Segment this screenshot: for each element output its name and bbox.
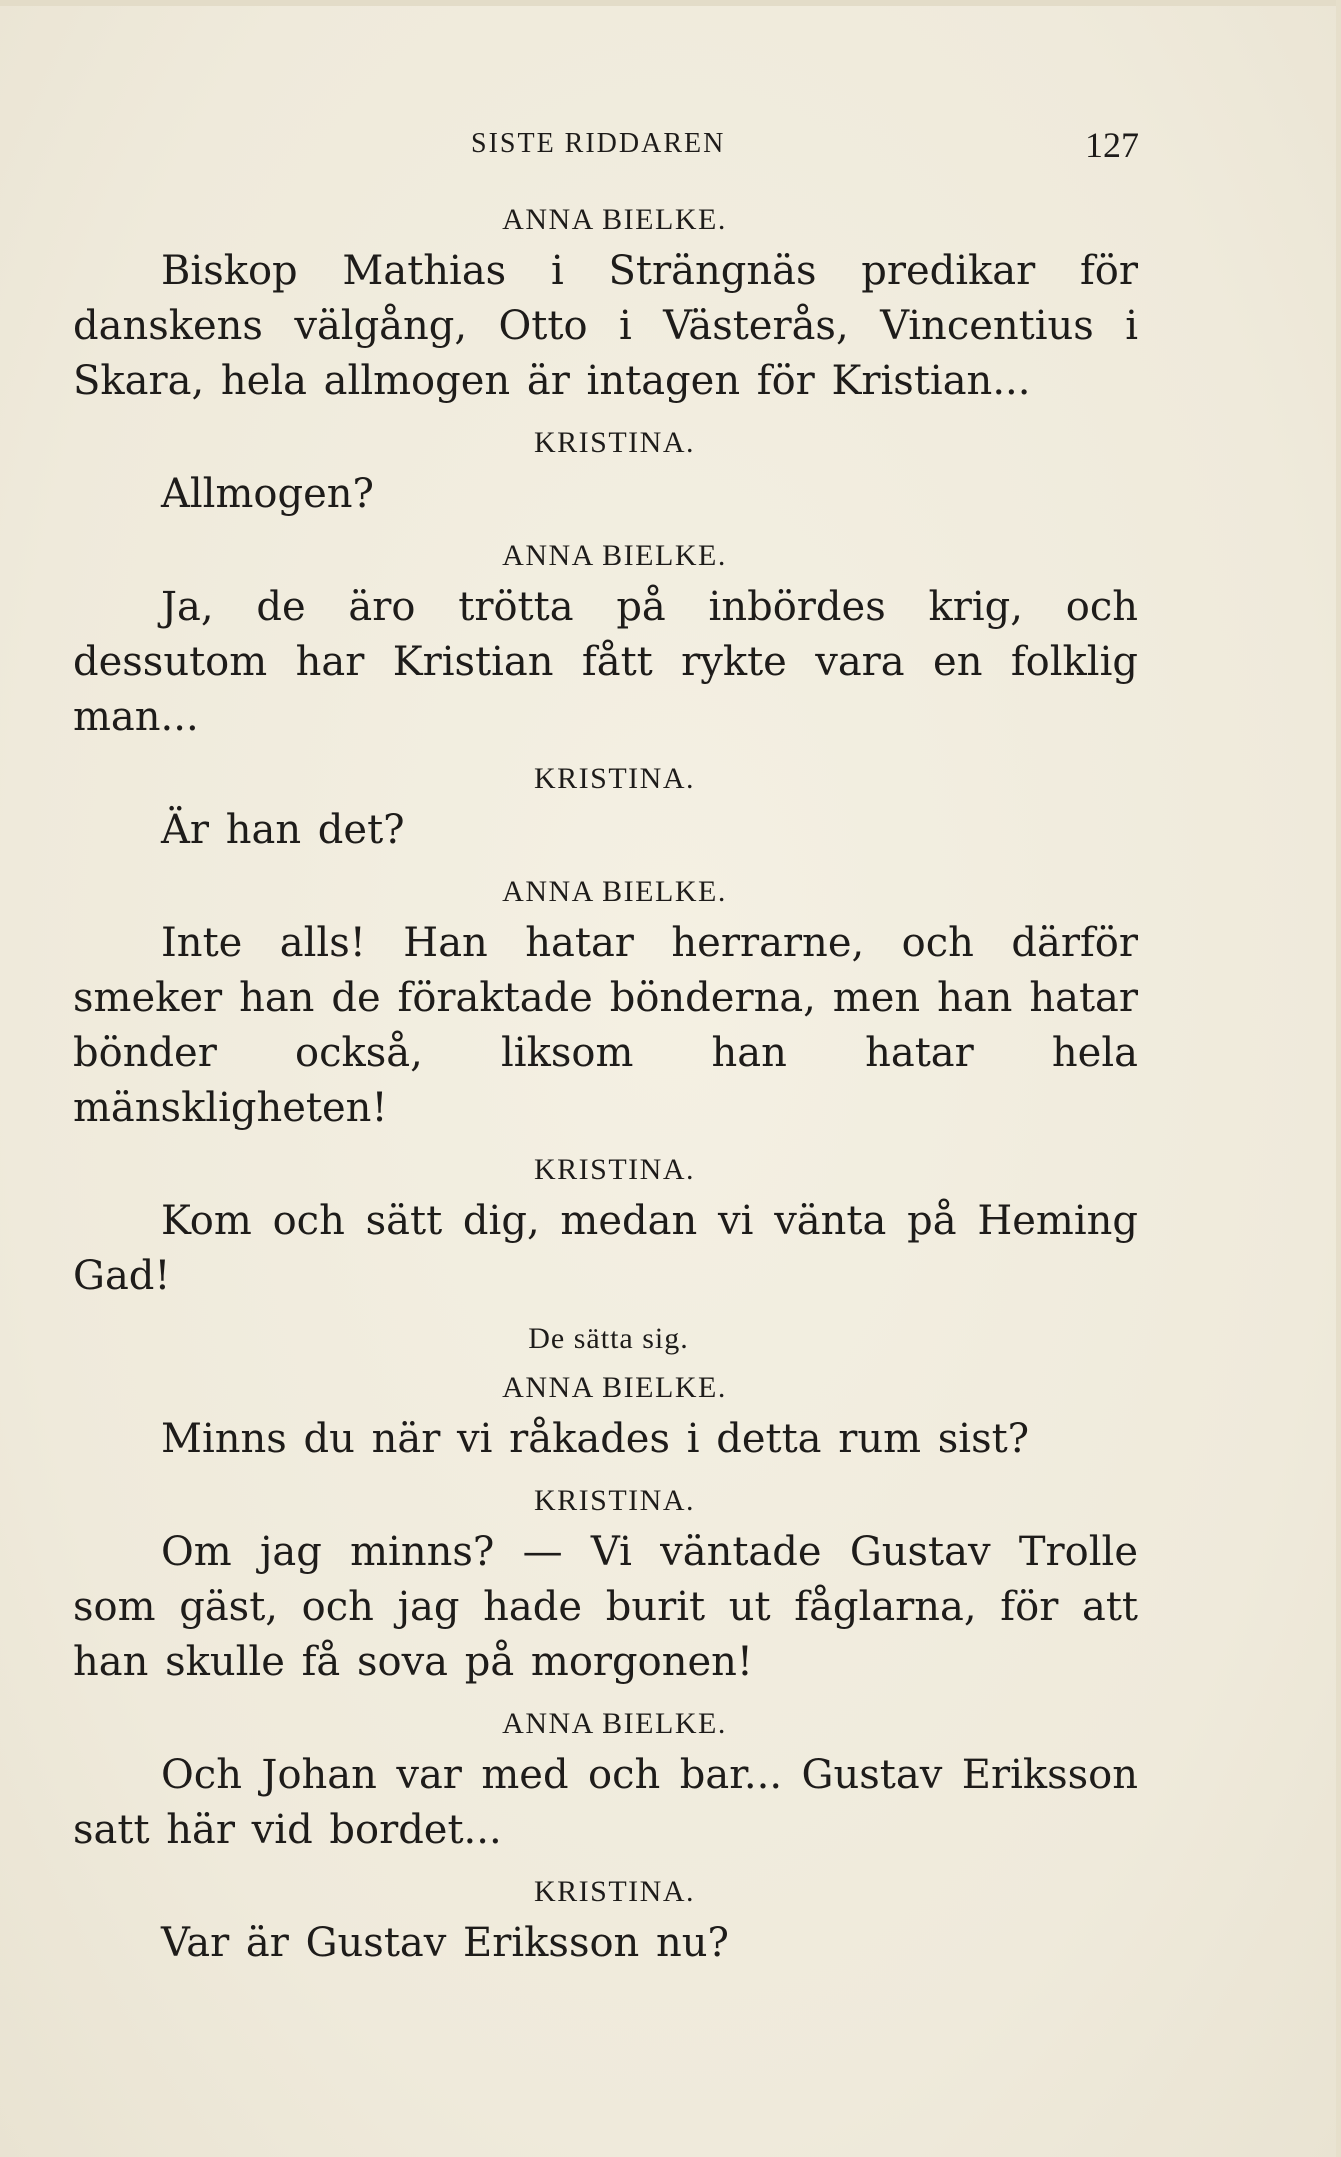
- speaker-name: ANNA BIELKE.: [502, 539, 727, 572]
- page-number: 127: [1085, 125, 1139, 165]
- speech-paragraph: Var är Gustav Eriksson nu?: [161, 1920, 729, 1966]
- speech-paragraph: Och Johan var med och bar... Gustav Eriksson satt här vid bordet...: [73, 1752, 1138, 1853]
- running-head: SISTE RIDDAREN: [471, 128, 726, 159]
- stage-direction: De sätta sig.: [528, 1322, 689, 1355]
- dialogue-text: [73, 196, 1138, 1981]
- speaker-name: KRISTINA.: [534, 1484, 695, 1517]
- speaker-name: KRISTINA.: [534, 1153, 695, 1186]
- speaker-name: ANNA BIELKE.: [502, 203, 727, 236]
- speech-paragraph: Allmogen?: [161, 471, 374, 517]
- page-edge: [1336, 0, 1341, 2157]
- speech-paragraph: Är han det?: [161, 807, 405, 853]
- speech-paragraph: Inte alls! Han hatar herrarne, och därför smeker han de föraktade bönderna, men han hatar bönder också, liksom han hatar hela mänskligheten!: [73, 920, 1138, 1131]
- speaker-name: ANNA BIELKE.: [502, 1371, 727, 1404]
- speaker-name: KRISTINA.: [534, 1875, 695, 1908]
- speech-paragraph: Biskop Mathias i Strängnäs predikar för danskens välgång, Otto i Västerås, Vincentius i Skara, hela allmogen är intagen för Kristian...: [73, 248, 1138, 404]
- speech-paragraph: Minns du när vi råkades i detta rum sist?: [161, 1416, 1030, 1462]
- speaker-name: ANNA BIELKE.: [502, 875, 727, 908]
- page-edge: [0, 0, 1341, 6]
- speech-paragraph: Om jag minns? — Vi väntade Gustav Trolle som gäst, och jag hade burit ut fåglarna, för att han skulle få sova på morgonen!: [73, 1529, 1138, 1685]
- speech-paragraph: Ja, de äro trötta på inbördes krig, och dessutom har Kristian fått rykte vara en folklig man...: [73, 584, 1138, 740]
- speaker-name: ANNA BIELKE.: [502, 1707, 727, 1740]
- speaker-name: KRISTINA.: [534, 762, 695, 795]
- speaker-name: KRISTINA.: [534, 426, 695, 459]
- speech-paragraph: Kom och sätt dig, medan vi vänta på Heming Gad!: [73, 1198, 1138, 1299]
